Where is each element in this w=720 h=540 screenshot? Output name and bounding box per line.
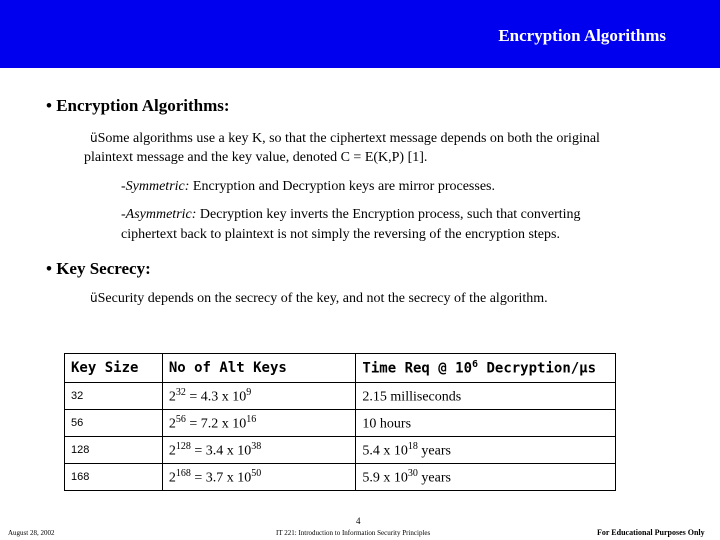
time-cell: 2.15 milliseconds [356,383,616,410]
page-number: 4 [356,516,361,526]
asymmetric-cont: ciphertext back to plaintext is not simply the reversing of the encryption steps. [121,227,560,242]
footer-course: IT 221: Introduction to Information Security Principles [276,529,431,537]
asymmetric-label: -Asymmetric: [121,207,197,222]
key-size-cell: 168 [65,464,163,491]
table-row [65,410,616,437]
header-key-size: Key Size [65,354,163,383]
time-cell: 5.9 x $10^{30}$ years [356,464,616,491]
table-header-row [65,354,616,383]
footer-note: For Educational Purposes Only [597,528,705,537]
header-time-req: Time Req @ $10^6$ Decryption/µs [356,354,616,383]
slide-title: Encryption Algorithms [498,26,666,45]
checkmark-icon: ü [90,291,98,305]
footer-date: August 28, 2002 [8,529,55,537]
secrecy-point [90,289,548,308]
asymmetric-text: Decryption key inverts the Encryption process, such that converting [196,207,581,222]
key-size-cell: 128 [65,437,163,464]
time-cell: 5.4 x $10^{18}$ years [356,437,616,464]
encryption-point-cont: plaintext message and the key value, denoted C = E(K,P) [1]. [84,150,428,165]
encryption-point [90,129,600,148]
section-heading-key-secrecy: • Key Secrecy: [46,259,151,278]
table-row [65,437,616,464]
alt-keys-cell: $2^{56} = 7.2$ x $10^{16}$ [162,410,356,437]
key-size-table [64,353,616,491]
alt-keys-cell: $2^{32} = 4.3$ x $10^9$ [162,383,356,410]
alt-keys-cell: $2^{168} = 3.7$ x $10^{50}$ [162,464,356,491]
asymmetric-line [121,205,581,224]
time-cell: 10 hours [356,410,616,437]
table-row [65,383,616,410]
key-size-cell: 56 [65,410,163,437]
slide-header [0,0,720,68]
encryption-point-text: Some algorithms use a key K, so that the ciphertext message depends on both the original [97,131,600,146]
symmetric-label: -Symmetric: [121,179,190,194]
alt-keys-cell: $2^{128} = 3.4$ x $10^{38}$ [162,437,356,464]
checkmark-icon: ü [90,131,98,145]
table-row [65,464,616,491]
secrecy-point-text: Security depends on the secrecy of the key, and not the secrecy of the algorithm. [97,291,548,306]
symmetric-text: Encryption and Decryption keys are mirror processes. [189,179,495,194]
key-size-cell: 32 [65,383,163,410]
symmetric-line [121,177,495,196]
section-heading-encryption: • Encryption Algorithms: [46,96,230,115]
header-alt-keys: No of Alt Keys [162,354,356,383]
